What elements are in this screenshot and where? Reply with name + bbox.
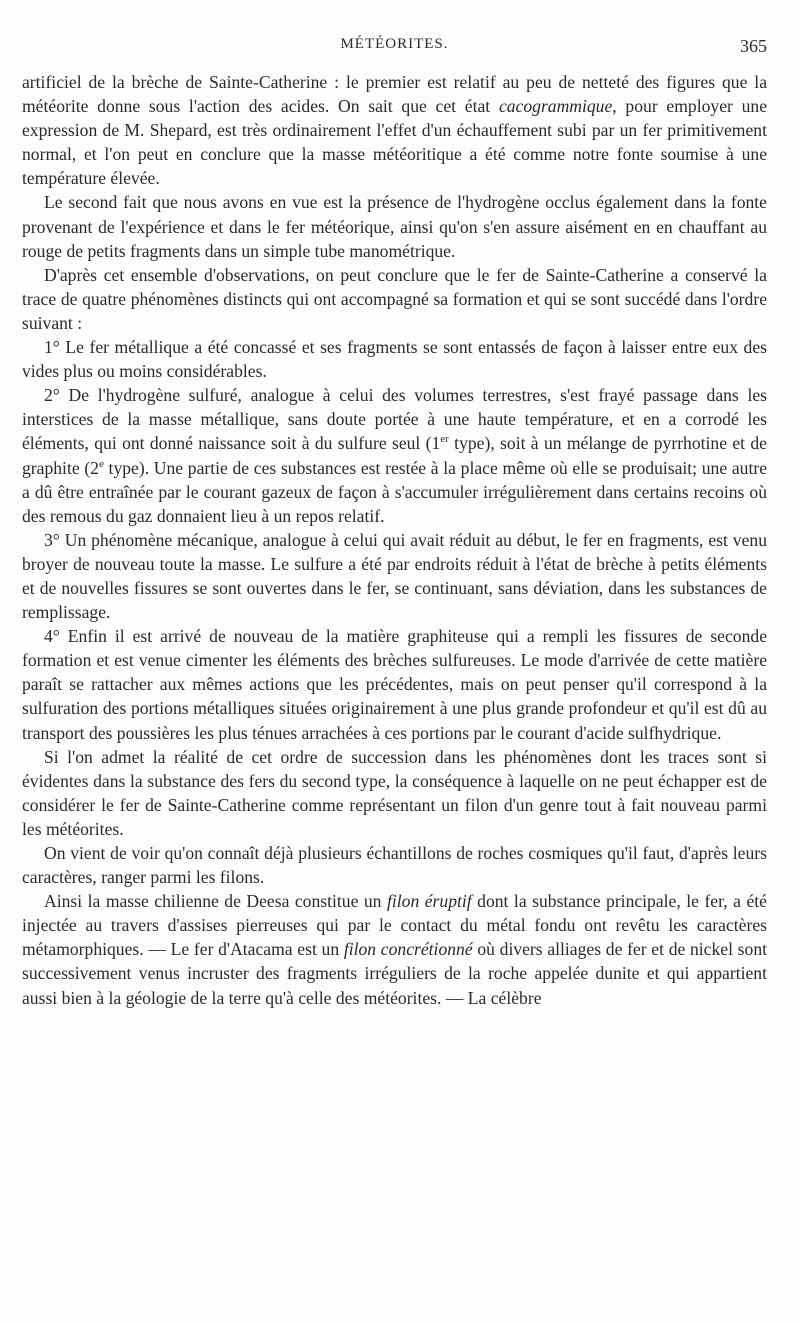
italic-text: filon éruptif <box>386 891 472 912</box>
text-run: , pour employer une expression de M. Shepard, est très ordinairement l'effet d'un échauffement subi par un fer primitivement normal, et l'on peut en conclure que la masse météoritique a été comme notre fonte soumise à une température élevée. <box>22 96 768 189</box>
text-run: type), soit à un mélange de pyrrhotine et de graphite (2 <box>22 433 767 478</box>
paragraph-7 <box>22 624 767 744</box>
running-title: MÉTÉORITES. <box>340 36 449 52</box>
paragraph-3 <box>22 263 767 335</box>
paragraph-6 <box>22 528 767 624</box>
text-run: dont la substance principale, le fer, a été injectée au travers d'assises pierreuses qui par le contact du métal fondu ont revêtu les caractères métamorphiques. — Le fer d'Atacama est un <box>22 891 767 960</box>
italic-text: filon concrétionné <box>343 939 473 960</box>
italic-text: cacogrammique <box>498 96 613 117</box>
text-run: 2° De l'hydrogène sulfuré, analogue à celui des volumes terrestres, s'est frayé passage dans les interstices de la masse métallique, sans doute portée à une haute température, et en a corrodé les éléments, qui ont donné naissance soit à du sulfure seul (1 <box>22 385 767 454</box>
body-text <box>22 70 767 1010</box>
superscript: e <box>98 457 104 470</box>
paragraph-8 <box>22 745 767 841</box>
text-run: type). Une partie de ces substances est restée à la place même où elle se produisait; une autre a dû être entraînée par le courant gazeux de façon à s'accumuler irrégulièrement dans certains recoins où des remous du gaz donnaient lieu à un repos relatif. <box>22 457 767 526</box>
text-run: où divers alliages de fer et de nickel sont successivement venus incruster des fragments irréguliers de la roche appelée dunite et qui appartient aussi bien à la géologie de la terre qu'à celle des météorites. — La célèbre <box>22 939 768 1008</box>
text-run: 1° Le fer métallique a été concassé et ses fragments se sont entassés de façon à laisser entre eux des vides plus ou moins considérables. <box>22 337 767 382</box>
paragraph-10 <box>22 889 767 1009</box>
paragraph-4 <box>22 335 767 383</box>
paragraph-2 <box>22 190 767 262</box>
page-header <box>22 34 767 58</box>
superscript: er <box>440 433 449 446</box>
text-run: Le second fait que nous avons en vue est la présence de l'hydrogène occlus également dans la fonte provenant de l'expérience et dans le fer météorique, ainsi qu'on s'en assure aisément en en chauffant au rouge de petits fragments dans un simple tube manométrique. <box>22 192 767 261</box>
text-run: 4° Enfin il est arrivé de nouveau de la matière graphiteuse qui a rempli les fissures de seconde formation et est venue cimenter les éléments des brèches sulfureuses. Le mode d'arrivée de cette matière paraît se rattacher aux mêmes actions que les précédentes, mais on peut penser qu'il correspond à la sulfuration des portions métalliques situées originairement à une plus grande profondeur et qu'il est dû au transport des poussières les plus ténues arrachées à ces portions par le courant d'acide sulfhydrique. <box>22 626 767 743</box>
text-run: Ainsi la masse chilienne de Deesa constitue un <box>44 891 387 912</box>
page-number: 365 <box>740 36 767 56</box>
text-run: D'après cet ensemble d'observations, on peut conclure que le fer de Sainte-Catherine a conservé la trace de quatre phénomènes distincts qui ont accompagné sa formation et qui se sont succédé dans l'ordre suivant : <box>22 264 767 333</box>
paragraph-1 <box>22 70 767 190</box>
text-run: artificiel de la brèche de Sainte-Catherine : le premier est relatif au peu de netteté des figures que la météorite donne sous l'action des acides. On sait que cet état <box>22 72 767 117</box>
text-run: Si l'on admet la réalité de cet ordre de succession dans les phénomènes dont les traces sont si évidentes dans la substance des fers du second type, la conséquence à laquelle on ne peut échapper est de considérer le fer de Sainte-Catherine comme représentant un filon d'un genre tout à fait nouveau parmi les météorites. <box>22 746 767 839</box>
paragraph-5 <box>22 383 767 528</box>
text-run: On vient de voir qu'on connaît déjà plusieurs échantillons de roches cosmiques qu'il faut, d'après leurs caractères, ranger parmi les filons. <box>22 843 767 888</box>
paragraph-9 <box>22 841 767 889</box>
text-run: 3° Un phénomène mécanique, analogue à celui qui avait réduit au début, le fer en fragments, est venu broyer de nouveau toute la masse. Le sulfure a été par endroits réduit à l'état de brèche à petits éléments et de nouvelles fissures se sont ouvertes dans le fer, se continuant, sans déviation, dans les substances de remplissage. <box>22 529 767 623</box>
